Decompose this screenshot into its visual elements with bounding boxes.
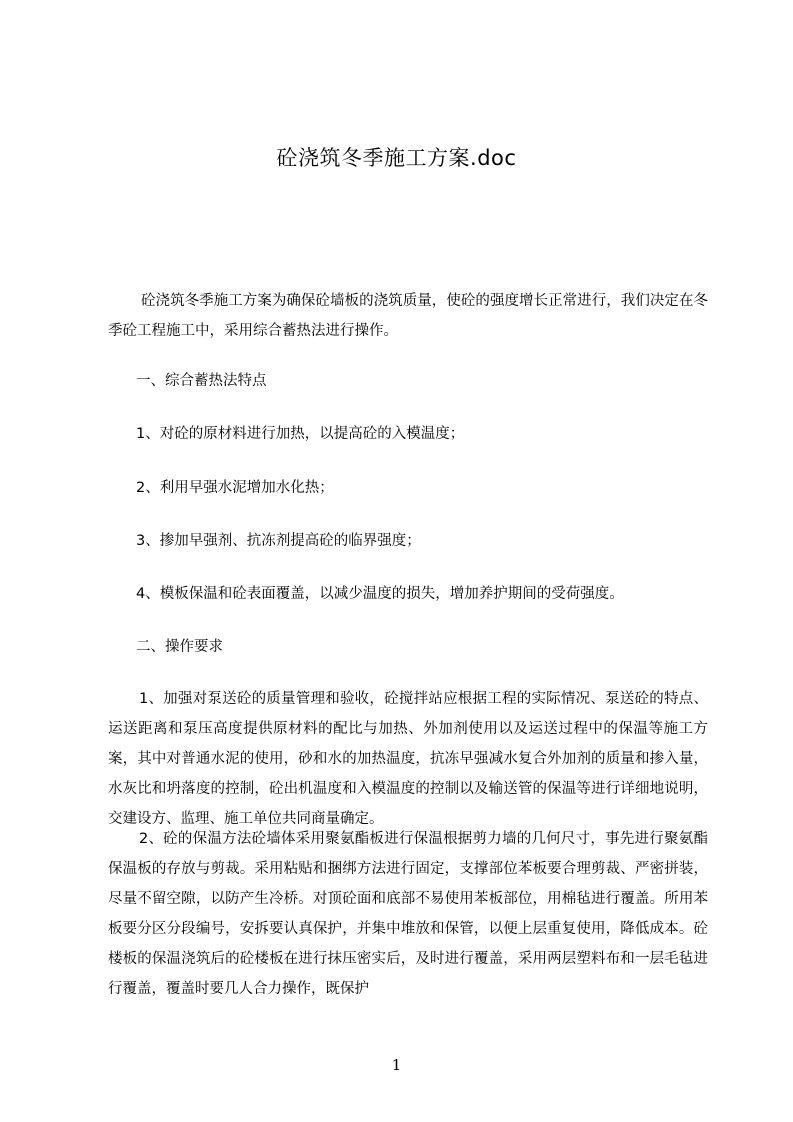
document-title: 砼浇筑冬季施工方案.doc xyxy=(276,146,517,170)
section-1-item-2: 2、利用早强水泥增加水化热； xyxy=(136,480,334,496)
section-1-item-3: 3、掺加早强剂、抗冻剂提高砼的临界强度； xyxy=(136,533,421,549)
section-2-paragraph-1: 1、加强对泵送砼的质量管理和验收，砼搅拌站应根据工程的实际情况、泵送砼的特点、运送距离和泵压高度提供原材料的配比与加热、外加剂使用以及运送过程中的保温等施工方案，其中对普通水泥的使用，砂和水的加热温度，抗冻早强减水复合外加剂的质量和掺入量，水灰比和坍落度的控制，砼出机温度和入模温度的控制以及输送管的保温等进行详细地说明，交建设方、监理、施工单位共同商量确定。 xyxy=(108,691,708,827)
section-2-heading: 二、操作要求 xyxy=(136,639,223,655)
intro-paragraph: 砼浇筑冬季施工方案为确保砼墙板的浇筑质量，使砼的强度增长正常进行，我们决定在冬季砼工程施工中，采用综合蓄热法进行操作。 xyxy=(108,293,708,339)
section-1-item-4: 4、模板保温和砼表面覆盖，以减少温度的损失，增加养护期间的受荷强度。 xyxy=(136,586,624,602)
page-number: 1 xyxy=(391,1056,402,1074)
section-2-paragraph-2: 2、砼的保温方法砼墙体采用聚氨酯板进行保温根据剪力墙的几何尺寸，事先进行聚氨酯保温板的存放与剪裁。采用粘贴和捆绑方法进行固定，支撑部位苯板要合理剪裁、严密拼装，尽量不留空隙，以防产生冷桥。对顶砼面和底部不易使用苯板部位，用棉毡进行覆盖。所用苯板要分区分段编号，安拆要认真保护，并集中堆放和保管，以便上层重复使用，降低成本。砼楼板的保温浇筑后的砼楼板在进行抹压密实后，及时进行覆盖，采用两层塑料布和一层毛毡进行覆盖，覆盖时要几人合力操作，既保护 xyxy=(108,831,708,997)
section-1-heading: 一、综合蓄热法特点 xyxy=(136,373,267,389)
section-1-item-1: 1、对砼的原材料进行加热，以提高砼的入模温度； xyxy=(136,426,465,442)
